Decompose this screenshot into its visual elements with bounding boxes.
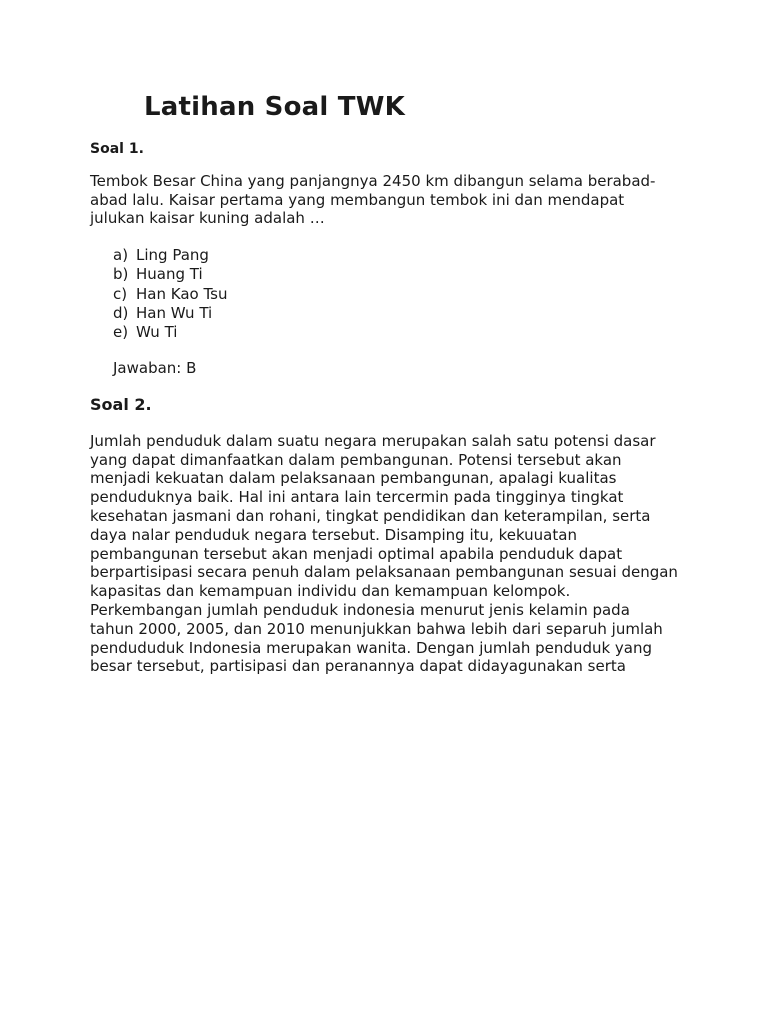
option-text: Han Kao Tsu: [136, 284, 228, 303]
option-text: Han Wu Ti: [136, 303, 213, 322]
option-d: [113, 304, 690, 323]
question-2-heading: Soal 2.: [90, 395, 152, 414]
option-letter: e): [113, 323, 129, 341]
paragraph-line: kapasitas dan kemampuan individu dan kemampuan kelompok.: [90, 582, 571, 601]
question-1-text: [90, 172, 690, 228]
paragraph-line: tahun 2000, 2005, dan 2010 menunjukkan bahwa lebih dari separuh jumlah: [90, 619, 663, 638]
paragraph-line: yang dapat dimanfaatkan dalam pembangunan. Potensi tersebut akan: [90, 450, 622, 469]
option-letter: a): [113, 246, 129, 265]
document-title: Latihan Soal TWK: [144, 92, 405, 122]
question-1-line: abad lalu. Kaisar pertama yang membangun tembok ini dan mendapat: [90, 190, 625, 209]
option-a: [113, 246, 690, 265]
paragraph-line: besar tersebut, partisipasi dan peranannya dapat didayagunakan serta: [90, 657, 626, 676]
option-letter: b): [113, 265, 129, 284]
option-b: [113, 265, 690, 284]
option-text: Huang Ti: [136, 265, 203, 284]
question-1-options: [90, 246, 690, 342]
option-letter: c): [113, 284, 128, 303]
paragraph-line: pembangunan tersebut akan menjadi optimal apabila penduduk dapat: [90, 544, 623, 563]
paragraph-line: daya nalar penduduk negara tersebut. Disamping itu, kekuuatan: [90, 525, 577, 544]
option-text: Wu Ti: [136, 323, 178, 341]
question-1-line: julukan kaisar kuning adalah …: [90, 209, 325, 228]
question-1-answer: Jawaban: B: [113, 359, 197, 378]
paragraph-line: Perkembangan jumlah penduduk indonesia menurut jenis kelamin pada: [90, 600, 630, 619]
option-text: Ling Pang: [136, 246, 209, 265]
paragraph-line: menjadi kekuatan dalam pelaksanaan pembangunan, apalagi kualitas: [90, 469, 617, 488]
question-1-heading: Soal 1.: [90, 141, 144, 157]
paragraph-line: berpartisipasi secara penuh dalam pelaksanaan pembangunan sesuai dengan: [90, 563, 678, 582]
option-e: [113, 323, 690, 342]
paragraph-line: pendududuk Indonesia merupakan wanita. Dengan jumlah penduduk yang: [90, 638, 653, 657]
paragraph-line: penduduknya baik. Hal ini antara lain tercermin pada tingginya tingkat: [90, 488, 624, 507]
paragraph-line: kesehatan jasmani dan rohani, tingkat pendidikan dan keterampilan, serta: [90, 506, 651, 525]
question-2-paragraph: [90, 432, 690, 676]
option-c: [113, 285, 690, 304]
paragraph-line: Jumlah penduduk dalam suatu negara merupakan salah satu potensi dasar: [90, 431, 656, 450]
question-1-line: Tembok Besar China yang panjangnya 2450 km dibangun selama berabad-: [90, 171, 656, 190]
option-letter: d): [113, 303, 129, 322]
document-body: [90, 140, 690, 676]
